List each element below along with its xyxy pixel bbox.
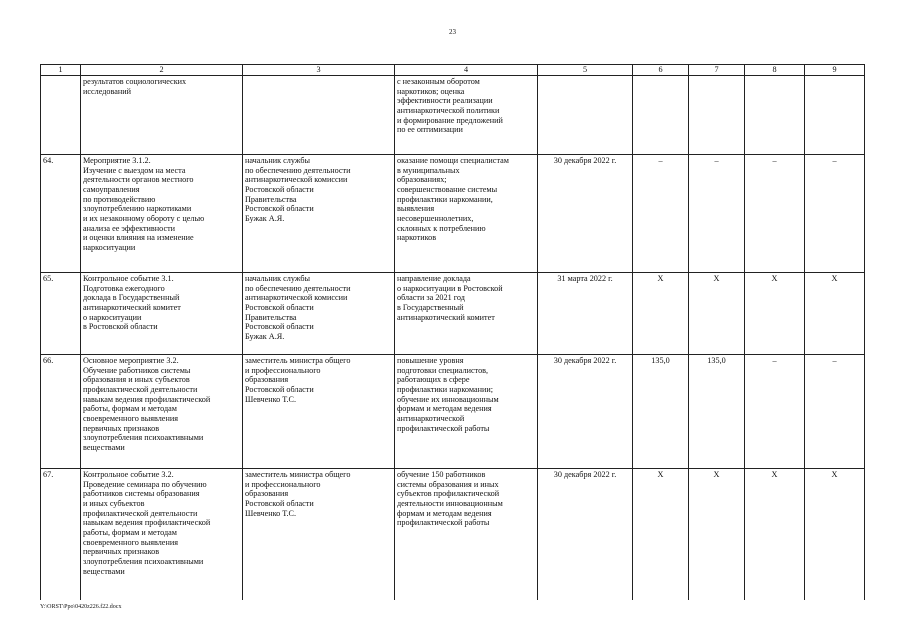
value-col8: –	[745, 355, 805, 469]
expected-result: направление доклада о наркоситуации в Ростовской области за 2021 год в Государственный антинаркотический комитет	[395, 273, 538, 355]
responsible: начальник службы по обеспечению деятельности антинаркотической комиссии Ростовской области Правительства Ростовской области Бужак А.Я.	[243, 273, 395, 355]
col-header: 3	[243, 65, 395, 76]
deadline: 30 декабря 2022 г.	[538, 355, 633, 469]
event-name: результатов социологических исследований	[81, 76, 243, 155]
plan-table	[40, 64, 865, 600]
expected-result: оказание помощи специалистам в муниципальных образованиях; совершенствование системы профилактики наркомании, выявления несовершеннолетних, склонных к потреблению наркотиков	[395, 155, 538, 273]
file-path-footer: Y:\ORST\Ppo\0420z226.f22.docx	[40, 604, 122, 610]
value-col9: Х	[805, 469, 865, 601]
row-number: 66.	[41, 355, 81, 469]
expected-result: с незаконным оборотом наркотиков; оценка эффективности реализации антинаркотической политики и формирование предложений по ее оптимизации	[395, 76, 538, 155]
table-row	[41, 469, 865, 601]
event-name: Основное мероприятие 3.2. Обучение работников системы образования и иных субъектов профилактической деятельности навыкам ведения профилактической работы, формам и методам своевременного выявления первичных признаков злоупотребления психоактивными веществами	[81, 355, 243, 469]
row-number: 64.	[41, 155, 81, 273]
value-col8	[745, 76, 805, 155]
event-name: Контрольное событие 3.1. Подготовка ежегодного доклада в Государственный антинаркотический комитет о наркоситуации в Ростовской области	[81, 273, 243, 355]
value-col6: Х	[633, 469, 689, 601]
row-number: 65.	[41, 273, 81, 355]
value-col9: –	[805, 155, 865, 273]
col-header: 1	[41, 65, 81, 76]
responsible: начальник службы по обеспечению деятельности антинаркотической комиссии Ростовской области Правительства Ростовской области Бужак А.Я.	[243, 155, 395, 273]
col-header: 8	[745, 65, 805, 76]
deadline: 30 декабря 2022 г.	[538, 469, 633, 601]
deadline: 31 марта 2022 г.	[538, 273, 633, 355]
col-header: 5	[538, 65, 633, 76]
value-col9	[805, 76, 865, 155]
row-number	[41, 76, 81, 155]
responsible	[243, 76, 395, 155]
value-col7: Х	[689, 469, 745, 601]
table-row-continued	[41, 76, 865, 155]
value-col8: Х	[745, 469, 805, 601]
col-header: 7	[689, 65, 745, 76]
table-row	[41, 355, 865, 469]
responsible: заместитель министра общего и профессионального образования Ростовской области Шевченко Т.С.	[243, 469, 395, 601]
header-row	[41, 65, 865, 76]
value-col6	[633, 76, 689, 155]
table-row	[41, 273, 865, 355]
value-col9: –	[805, 355, 865, 469]
deadline	[538, 76, 633, 155]
deadline: 30 декабря 2022 г.	[538, 155, 633, 273]
value-col8: Х	[745, 273, 805, 355]
event-name: Мероприятие 3.1.2. Изучение с выездом на места деятельности органов местного самоуправления по противодействию злоупотреблению наркотиками и их незаконному обороту с целью анализа ее эффективности и оценки влияния на изменение наркоситуации	[81, 155, 243, 273]
expected-result: повышение уровня подготовки специалистов, работающих в сфере профилактики наркомании; обучение их инновационным формам и методам ведения антинаркотической профилактической работы	[395, 355, 538, 469]
value-col7: Х	[689, 273, 745, 355]
col-header: 2	[81, 65, 243, 76]
table-row	[41, 155, 865, 273]
value-col7	[689, 76, 745, 155]
col-header: 6	[633, 65, 689, 76]
value-col6: –	[633, 155, 689, 273]
page-number: 23	[449, 28, 456, 36]
col-header: 9	[805, 65, 865, 76]
value-col7: –	[689, 155, 745, 273]
row-number: 67.	[41, 469, 81, 601]
value-col8: –	[745, 155, 805, 273]
col-header: 4	[395, 65, 538, 76]
responsible: заместитель министра общего и профессионального образования Ростовской области Шевченко Т.С.	[243, 355, 395, 469]
value-col9: Х	[805, 273, 865, 355]
event-name: Контрольное событие 3.2. Проведение семинара по обучению работников системы образования и иных субъектов профилактической деятельности навыкам ведения профилактической работы, формам и методам своевременного выявления первичных признаков злоупотребления психоактивными веществами	[81, 469, 243, 601]
value-col6: 135,0	[633, 355, 689, 469]
value-col6: Х	[633, 273, 689, 355]
expected-result: обучение 150 работников системы образования и иных субъектов профилактической деятельности инновационным формам и методам ведения профилактической работы	[395, 469, 538, 601]
value-col7: 135,0	[689, 355, 745, 469]
